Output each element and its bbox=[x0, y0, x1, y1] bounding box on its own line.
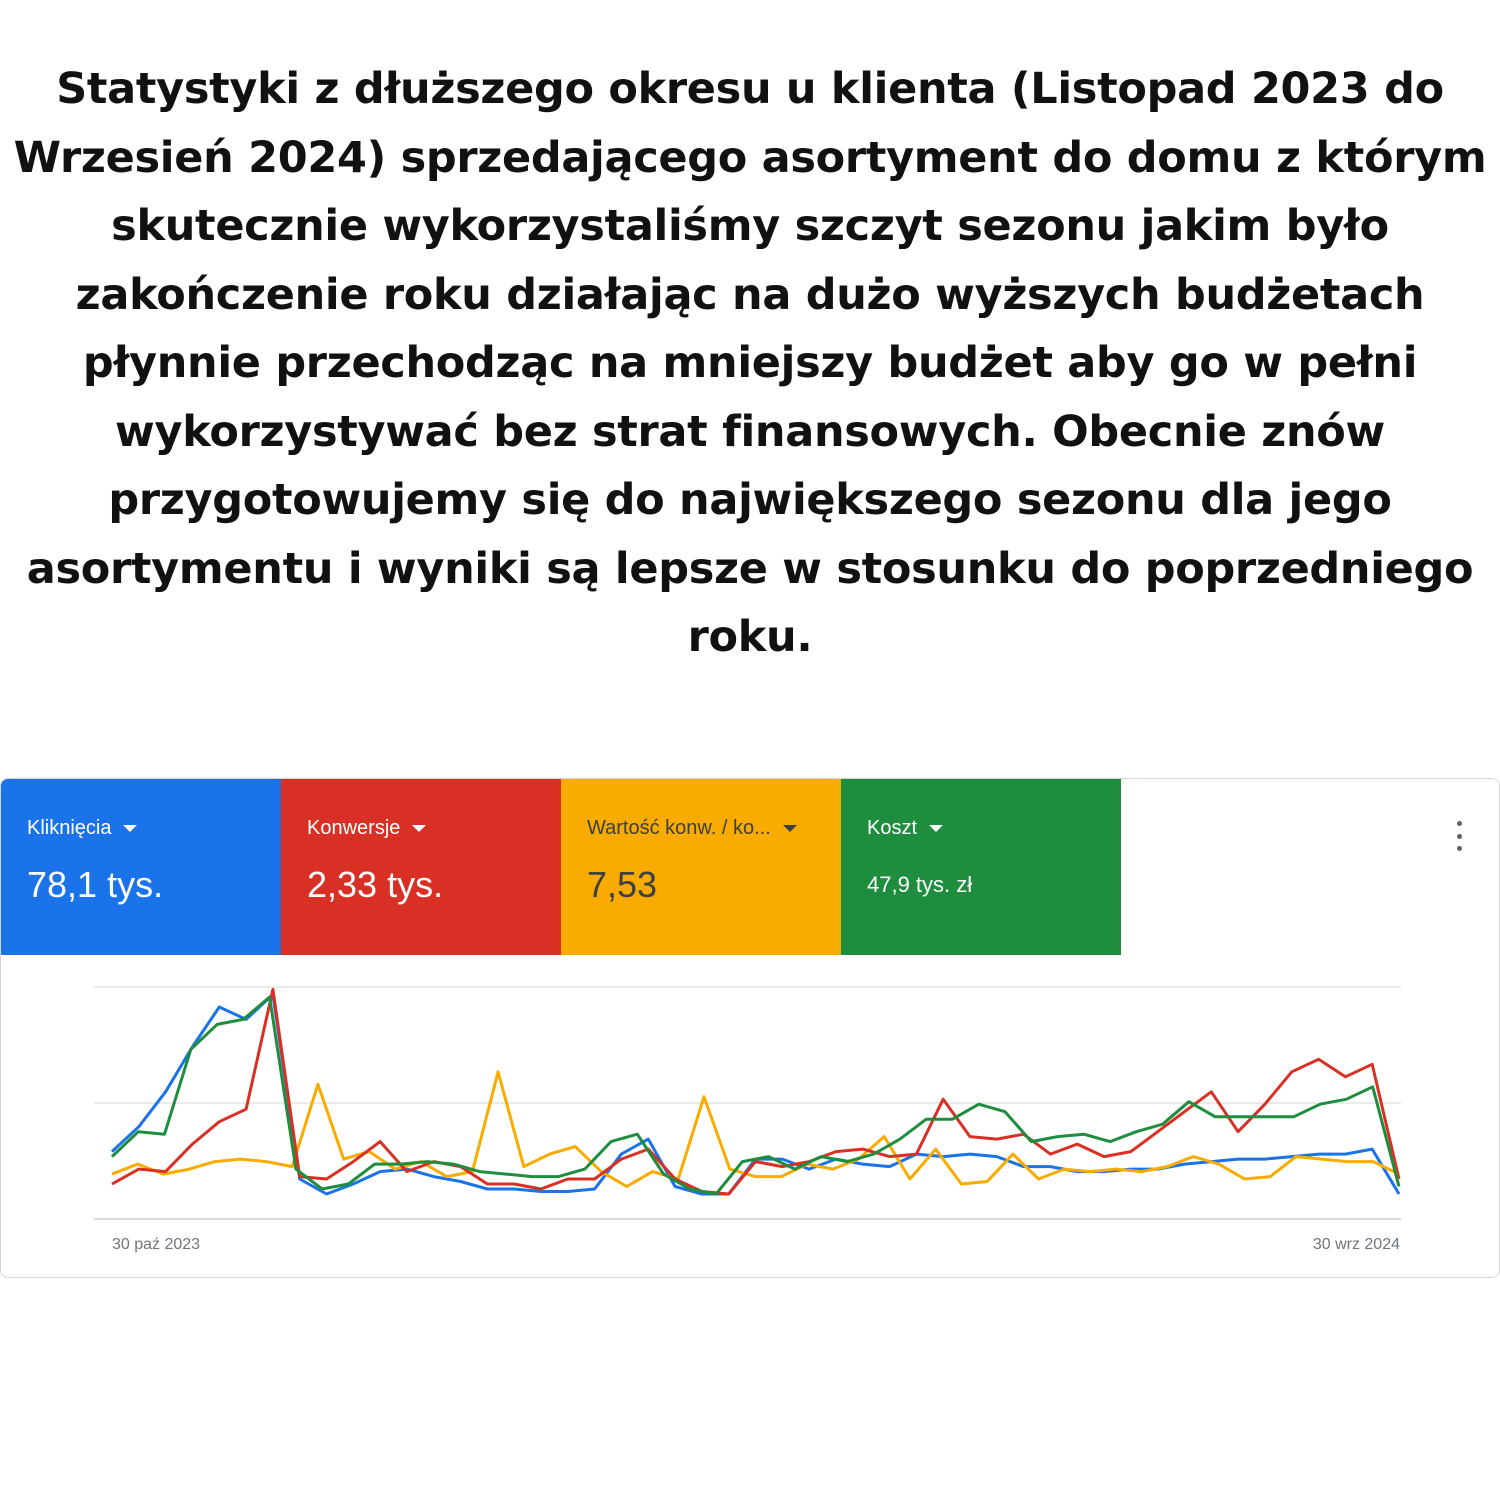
metric-label: Kliknięcia bbox=[27, 817, 112, 839]
performance-line-chart bbox=[1, 779, 1499, 1277]
headline-text: Statystyki z dłuższego okresu u klienta (Listopad 2023 do Wrzesień 2024) sprzedającego asortyment do domu z którym skutecznie wykorzystaliśmy szczyt sezonu jakim było zakończenie roku działając na dużo wyższych budżetach płynnie przechodząc na mniejszy budżet aby go w pełni wykorzystywać bez strat finansowych. Obecnie znów przygotowujemy się do największego sezonu dla jego asortymentu i wyniki są lepsze w stosunku do poprzedniego roku. bbox=[13, 64, 1487, 662]
series-layer bbox=[112, 990, 1399, 1195]
metric-label: Wartość konw. / ko... bbox=[587, 817, 771, 839]
performance-panel bbox=[0, 778, 1500, 1278]
series-line-1 bbox=[112, 1072, 1399, 1187]
x-axis-end-label: 30 wrz 2024 bbox=[1312, 1236, 1400, 1253]
metric-value: 78,1 tys. bbox=[27, 864, 164, 905]
metric-label: Konwersje bbox=[307, 817, 401, 839]
x-axis-start-label: 30 paź 2023 bbox=[112, 1236, 201, 1253]
metric-value: 2,33 tys. bbox=[307, 864, 444, 905]
metric-label: Koszt bbox=[867, 817, 918, 839]
metric-value: 47,9 tys. zł bbox=[867, 872, 973, 897]
metric-value: 7,53 bbox=[587, 864, 658, 905]
